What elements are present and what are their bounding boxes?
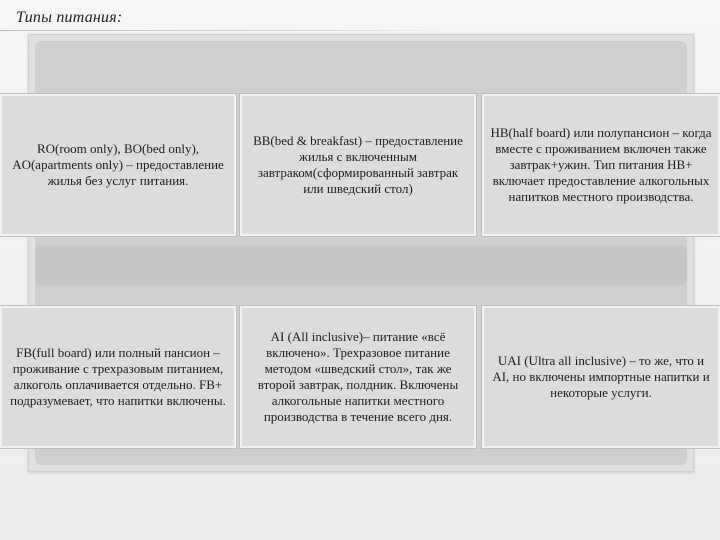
slide-title: Типы питания: — [16, 9, 123, 26]
meal-type-text: HB(half board) или полупансион – когда вместе с проживанием включен также завтрак+ужин. Тип питания HB+ включает предоставление алкогольных напитков местного производства. — [490, 125, 712, 204]
title-underline — [0, 30, 460, 31]
meal-type-card-ro-bo-ao — [0, 94, 236, 236]
meal-type-text: BB(bed & breakfast) – предоставление жилья с включенным завтраком(сформированный завтрак или шведский стол) — [253, 133, 463, 196]
meal-type-text: FB(full board) или полный пансион – проживание с трехразовым питанием, алкоголь оплачивается отдельно. FB+ подразумевает, что напитки включены. — [10, 345, 226, 408]
meal-type-card-ai — [240, 306, 476, 448]
meal-type-card-uai — [482, 306, 720, 448]
frame-divider-band — [35, 245, 687, 285]
meal-type-card-fb — [0, 306, 236, 448]
meal-type-card-bb — [240, 94, 476, 236]
meal-type-text: RO(room only), BO(bed only), AO(apartments only) – предоставление жилья без услуг питания. — [12, 141, 224, 188]
meal-type-text: AI (All inclusive)– питание «всё включено». Трехразовое питание методом «шведский стол», так же второй завтрак, полдник. Включены алкогольные напитки местного производства в течение всего дня. — [257, 329, 459, 424]
meal-type-text: UAI (Ultra all inclusive) – то же, что и AI, но включены импортные напитки и некоторые услуги. — [492, 353, 710, 400]
meal-type-card-hb — [482, 94, 720, 236]
